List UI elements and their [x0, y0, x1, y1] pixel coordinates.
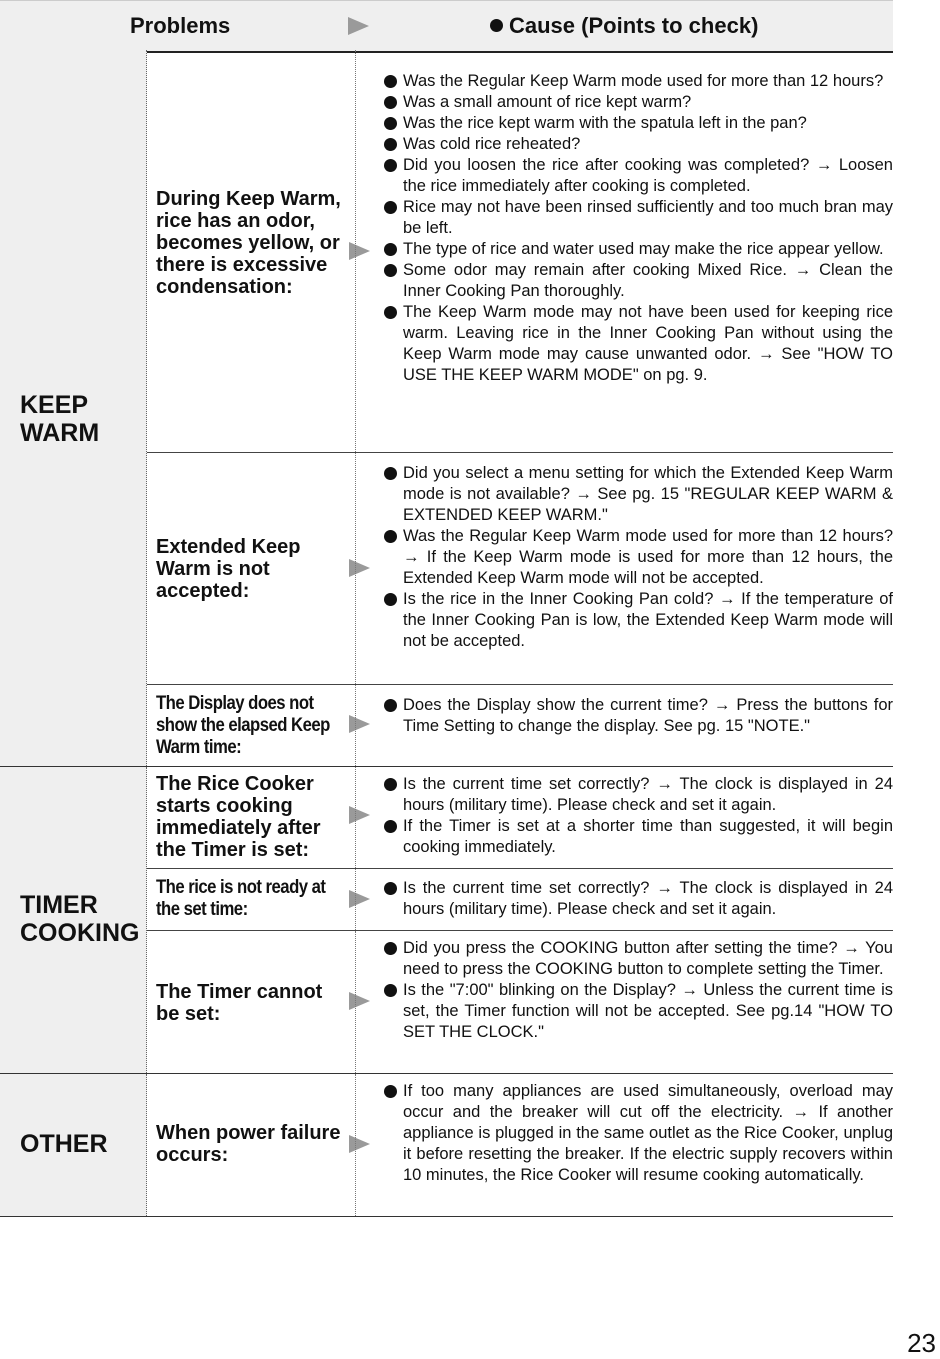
arrow-icon	[349, 242, 370, 260]
cause-item: Is the rice in the Inner Cooking Pan cold? → If the temperature of the Inner Cooking Pan is low, the Extended Keep Warm mode will not be accepted.	[383, 589, 893, 652]
category-cell	[0, 50, 147, 766]
problem-text: During Keep Warm, rice has an odor, becomes yellow, or there is excessive condensation:	[156, 188, 341, 298]
cause-item: Does the Display show the current time? → Press the buttons for Time Setting to change the display. See pg. 15 "NOTE."	[383, 695, 893, 737]
column-divider	[355, 767, 356, 868]
column-divider	[355, 869, 356, 930]
problem-text: The Timer cannot be set:	[156, 981, 323, 1025]
section-keep-warm	[0, 50, 893, 767]
category-label-line: COOKING	[20, 919, 140, 947]
cause-list	[383, 938, 893, 1043]
arrow-icon	[349, 992, 370, 1010]
category-label	[20, 1130, 108, 1158]
header-cause	[490, 13, 758, 39]
problem-text: The rice is not ready at the set time:	[156, 877, 326, 920]
cause-item: Was the Regular Keep Warm mode used for more than 12 hours? → If the Keep Warm mode is used for more than 12 hours, the Extended Keep Warm mode will not be accepted.	[383, 526, 893, 589]
problem-row	[147, 453, 893, 685]
problem-row	[147, 1074, 893, 1216]
column-divider	[355, 50, 356, 452]
cause-item: Is the current time set correctly? → The clock is displayed in 24 hours (military time). Please check and set it again.	[383, 878, 893, 920]
cause-item: The type of rice and water used may make the rice appear yellow.	[383, 239, 893, 260]
category-label-line: TIMER	[20, 891, 98, 919]
cause-list	[383, 463, 893, 652]
cause-list	[383, 774, 893, 858]
arrow-icon	[349, 1135, 370, 1153]
cause-item: Rice may not have been rinsed sufficiently and too much bran may be left.	[383, 197, 893, 239]
bullet-icon	[490, 19, 503, 32]
cause-item: Was the Regular Keep Warm mode used for more than 12 hours?	[383, 71, 893, 92]
problem-row	[147, 50, 893, 453]
header-cause-label: Cause (Points to check)	[509, 13, 759, 38]
category-label-line: WARM	[20, 419, 100, 447]
cause-item: If too many appliances are used simultaneously, overload may occur and the breaker will cut off the electricity. → If another appliance is plugged in the same outlet as the Rice Cooker, unplug it before resetting the breaker. If the electric supply recovers within 10 minutes, the Rice Cooker will resume cooking automatically.	[383, 1081, 893, 1186]
arrow-icon	[349, 559, 370, 577]
cause-item: Is the current time set correctly? → The clock is displayed in 24 hours (military time). Please check and set it again.	[383, 774, 893, 816]
cause-item: Did you select a menu setting for which the Extended Keep Warm mode is not available? → See pg. 15 "REGULAR KEEP WARM & EXTENDED KEEP WARM."	[383, 463, 893, 526]
cause-item: Was a small amount of rice kept warm?	[383, 92, 893, 113]
category-label-line: OTHER	[20, 1130, 108, 1158]
arrow-icon	[349, 806, 370, 824]
cause-list	[383, 878, 893, 920]
cause-item: Was cold rice reheated?	[383, 134, 893, 155]
cause-item: Was the rice kept warm with the spatula left in the pan?	[383, 113, 893, 134]
column-divider	[355, 931, 356, 1073]
problem-row	[147, 767, 893, 869]
arrow-icon	[349, 715, 370, 733]
problem-row	[147, 685, 893, 766]
section-other	[0, 1074, 893, 1217]
table-header	[0, 0, 893, 53]
category-label	[20, 891, 139, 947]
arrow-icon	[349, 890, 370, 908]
cause-list	[383, 71, 893, 386]
cause-list	[383, 1081, 893, 1186]
cause-item: Some odor may remain after cooking Mixed Rice. → Clean the Inner Cooking Pan thoroughly.	[383, 260, 893, 302]
problem-row	[147, 869, 893, 931]
header-arrow-icon	[348, 17, 369, 35]
category-label-line: KEEP	[20, 391, 89, 419]
category-cell	[0, 767, 147, 1073]
column-divider	[355, 685, 356, 766]
problem-text: When power failure occurs:	[156, 1122, 341, 1166]
problem-text: The Rice Cooker starts cooking immediately after the Timer is set:	[156, 773, 321, 861]
cause-item: Did you loosen the rice after cooking was completed? → Loosen the rice immediately after cooking is completed.	[383, 155, 893, 197]
page-number: 23	[907, 1328, 936, 1358]
cause-list	[383, 695, 893, 737]
header-problems: Problems	[130, 13, 231, 38]
cause-item: Is the "7:00" blinking on the Display? → Unless the current time is set, the Timer function will not be accepted. See pg.14 "HOW TO SET THE CLOCK."	[383, 980, 893, 1043]
column-divider	[355, 453, 356, 684]
problem-text: The Display does not show the elapsed Keep Warm time:	[156, 693, 330, 758]
cause-item: The Keep Warm mode may not have been used for keeping rice warm. Leaving rice in the Inner Cooking Pan without using the Keep Warm mode may cause unwanted odor. → See "HOW TO USE THE KEEP WARM MODE" on pg. 9.	[383, 302, 893, 386]
cause-item: Did you press the COOKING button after setting the time? → You need to press the COOKING button to complete setting the Timer.	[383, 938, 893, 980]
problem-row	[147, 931, 893, 1073]
section-timer-cooking	[0, 767, 893, 1074]
category-cell	[0, 1074, 147, 1216]
column-divider	[355, 1074, 356, 1216]
cause-item: If the Timer is set at a shorter time than suggested, it will begin cooking immediately.	[383, 816, 893, 858]
category-label	[20, 391, 99, 447]
problem-text: Extended Keep Warm is not accepted:	[156, 536, 301, 602]
